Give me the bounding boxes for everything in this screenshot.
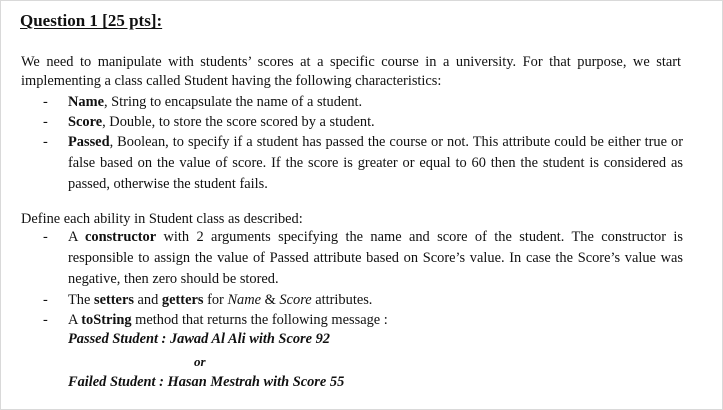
ability-text (68, 290, 683, 311)
attribute-name-label: Score (68, 114, 103, 130)
attribute-description: , Boolean, to specify if a student has passed the course or not. This attribute could be either true or false based on the value of score. If the score is greater or equal to 60 then the student is considered as passed, otherwise the student fails. (68, 134, 683, 192)
keyword-constructor: constructor (84, 229, 157, 245)
text-run: method that returns the following message : (131, 312, 388, 328)
attribute-text (68, 112, 683, 133)
text-run: The (68, 292, 94, 308)
define-intro: Define each ability in Student class as described: (21, 211, 303, 227)
bullet-dash: - (43, 94, 48, 110)
failed-message-example: Failed Student : Hasan Mestrah with Score 55 (68, 374, 345, 390)
keyword-tostring: toString (81, 312, 132, 328)
bullet-dash: - (43, 229, 48, 245)
intro-paragraph: We need to manipulate with students’ scores at a specific course in a university. For that purpose, we start implementing a class called Student having the following characteristics: (21, 54, 681, 89)
bullet-dash: - (43, 114, 48, 130)
text-run: for (203, 292, 228, 308)
attribute-description: , String to encapsulate the name of a student. (103, 94, 363, 110)
attribute-description: , Double, to store the score scored by a student. (102, 114, 375, 130)
ability-text (68, 227, 683, 290)
keyword-setters: setters (93, 292, 134, 308)
text-run: & (261, 292, 280, 308)
keyword-getters: getters (161, 292, 204, 308)
bullet-dash: - (43, 312, 48, 328)
attribute-text (68, 92, 683, 113)
attribute-text (68, 132, 683, 195)
text-run: and (133, 292, 162, 308)
text-run: with 2 arguments specifying the name and score of the student. The constructor is responsible to assign the value of Passed attribute based on Score’s value. In case the Score’s value was negative, then zero should be stored. (68, 229, 683, 287)
or-separator: or (194, 354, 206, 369)
text-run: attributes. (311, 292, 373, 308)
bullet-dash: - (43, 134, 48, 150)
attribute-name-label: Passed (68, 134, 110, 150)
bullet-dash: - (43, 292, 48, 308)
ability-text (68, 310, 683, 331)
attr-score-italic: Score (279, 292, 312, 308)
passed-message-example: Passed Student : Jawad Al Ali with Score 92 (68, 331, 330, 347)
attribute-name-label: Name (68, 94, 104, 110)
attr-name-italic: Name (227, 292, 262, 308)
text-run: A (68, 229, 85, 245)
text-run: A (68, 312, 82, 328)
question-title: Question 1 [25 pts]: (20, 11, 163, 30)
